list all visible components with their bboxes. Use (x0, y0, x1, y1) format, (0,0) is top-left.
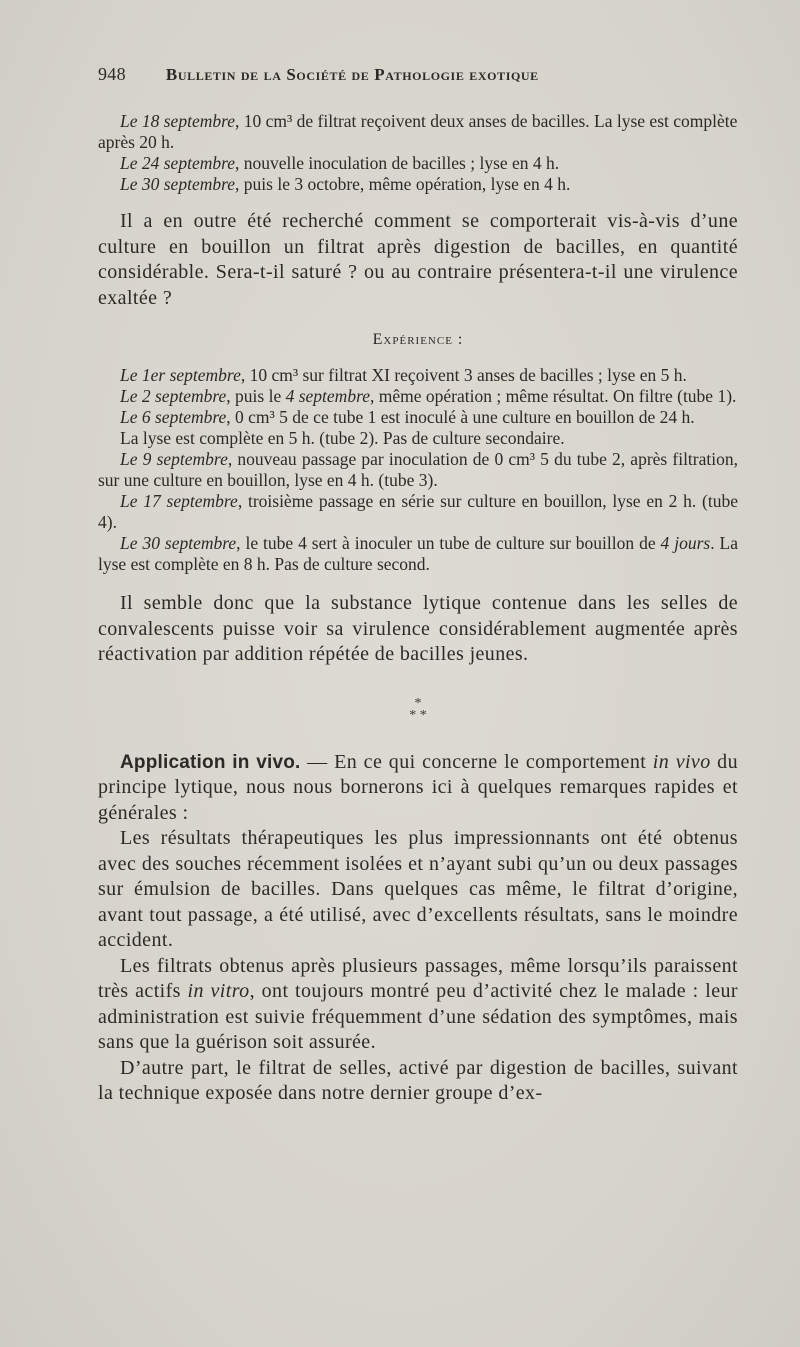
entry-date: Le 6 septembre (120, 407, 227, 427)
entry-date: Le 9 septembre (120, 449, 228, 469)
filtrates-italic: in vitro (187, 980, 250, 1002)
paragraph-results: Les résultats thérapeutiques les plus impressionnants ont été obtenus avec des souches récemment isolées et n’ayant subi qu’un ou deux passages sur émulsion de bacilles. Dans quelques cas même, le filtrat d’origine, avant tout passage, a été utilisé, avec d’excellents résultats, sans le moindre accident. (98, 827, 738, 951)
filtrates-text-2: , ont toujours montré peu d’activité chez le malade : leur administration est suivie fréquemment d’une sédation des symptômes, mais sans que la guérison soit assurée. (98, 980, 738, 1053)
asterism (98, 695, 738, 723)
entry-text: , nouvelle inoculation de bacilles ; lyse en 4 h. (235, 153, 560, 173)
entry-text: , nouveau passage par inoculation de 0 cm³ 5 du tube 2, après filtration, sur une culture en bouillon, lyse en 4 h. (tube 3). (98, 449, 738, 490)
entry-text-2: . La lyse est complète en 8 h. Pas de culture second. (98, 533, 739, 574)
exp-entry (98, 407, 738, 428)
filtrates-text: Les filtrats obtenus après plusieurs passages, même lorsqu’ils paraissent très actifs (98, 954, 738, 1002)
entry-text: , le tube 4 sert à inoculer un tube de culture sur bouillon de (236, 533, 661, 553)
entry-text: , 0 cm³ 5 de ce tube 1 est inoculé à une culture en bouillon de 24 h. (226, 407, 695, 427)
entry-date: Le 30 septembre (120, 533, 237, 553)
page-number: 948 (98, 64, 126, 84)
entry-30-sept (98, 174, 738, 195)
entry-text: La lyse est complète en 5 h. (tube 2). Pas de culture secondaire. (120, 428, 565, 448)
running-header (98, 64, 738, 85)
entry-text: , puis le 3 octobre, même opération, lyse en 4 h. (235, 174, 571, 194)
section-intro-italic: in vivo (652, 750, 711, 773)
experience-entries (98, 365, 738, 575)
entry-date: Le 24 septembre (120, 153, 236, 173)
entry-18-sept (98, 111, 738, 153)
entry-date: Le 2 septembre (120, 386, 227, 406)
entry-date: Le 30 septembre (120, 174, 236, 194)
section-intro (98, 750, 738, 827)
entry-date: Le 1er septembre (120, 365, 241, 385)
journal-title: Bulletin de la Société de Pathologie exotique (165, 65, 539, 84)
entry-text: , 10 cm³ sur filtrat XI reçoivent 3 anses de bacilles ; lyse en 5 h. (240, 365, 687, 385)
exp-entry (98, 533, 738, 575)
entry-text-2: , même opération ; même résultat. On filtre (tube 1). (370, 386, 737, 406)
asterism-bottom: * * (409, 707, 427, 723)
exp-entry (98, 491, 738, 533)
entry-24-sept (98, 153, 738, 174)
paragraph-continued: D’autre part, le filtrat de selles, activé par digestion de bacilles, suivant la technique exposée dans notre dernier groupe d’ex- (98, 1056, 738, 1104)
entry-text: , puis le (226, 386, 286, 406)
top-entries (98, 111, 738, 195)
section-intro-text: — En ce qui concerne le comportement (300, 750, 653, 773)
section-heading: Application in vivo. (120, 751, 301, 773)
exp-entry (98, 365, 738, 386)
entry-date: Le 17 septembre (120, 491, 238, 511)
paragraph-conclusion: Il semble donc que la substance lytique contenue dans les selles de convalescents puisse voir sa virulence considérablement augmentée après réactivation par addition répétée de bacilles jeunes. (98, 592, 738, 665)
exp-entry (98, 386, 738, 407)
paragraph-filtrates (98, 954, 738, 1056)
experience-heading: Expérience : (372, 331, 464, 348)
exp-entry (98, 428, 738, 449)
exp-entry (98, 449, 738, 491)
section-intro-text-2: du principe lytique, nous nous bornerons ici à quelques remarques rapides et générales : (98, 750, 738, 824)
entry-text: , troisième passage en série sur culture en bouillon, lyse en 2 h. (tube 4). (98, 491, 738, 532)
entry-date-2: 4 jours (660, 533, 711, 553)
entry-text: , 10 cm³ de filtrat reçoivent deux anses de bacilles. La lyse est complète après 20 h. (98, 111, 738, 152)
entry-date-2: 4 septembre (285, 386, 370, 406)
paragraph-question: Il a en outre été recherché comment se comporterait vis-à-vis d’une culture en bouillon un filtrat après digestion de bacilles, en quantité considérable. Sera-t-il saturé ? ou au contraire présentera-t-il une virulence exaltée ? (98, 210, 738, 309)
entry-date: Le 18 septembre (120, 111, 236, 131)
asterism-top: * (414, 695, 422, 711)
